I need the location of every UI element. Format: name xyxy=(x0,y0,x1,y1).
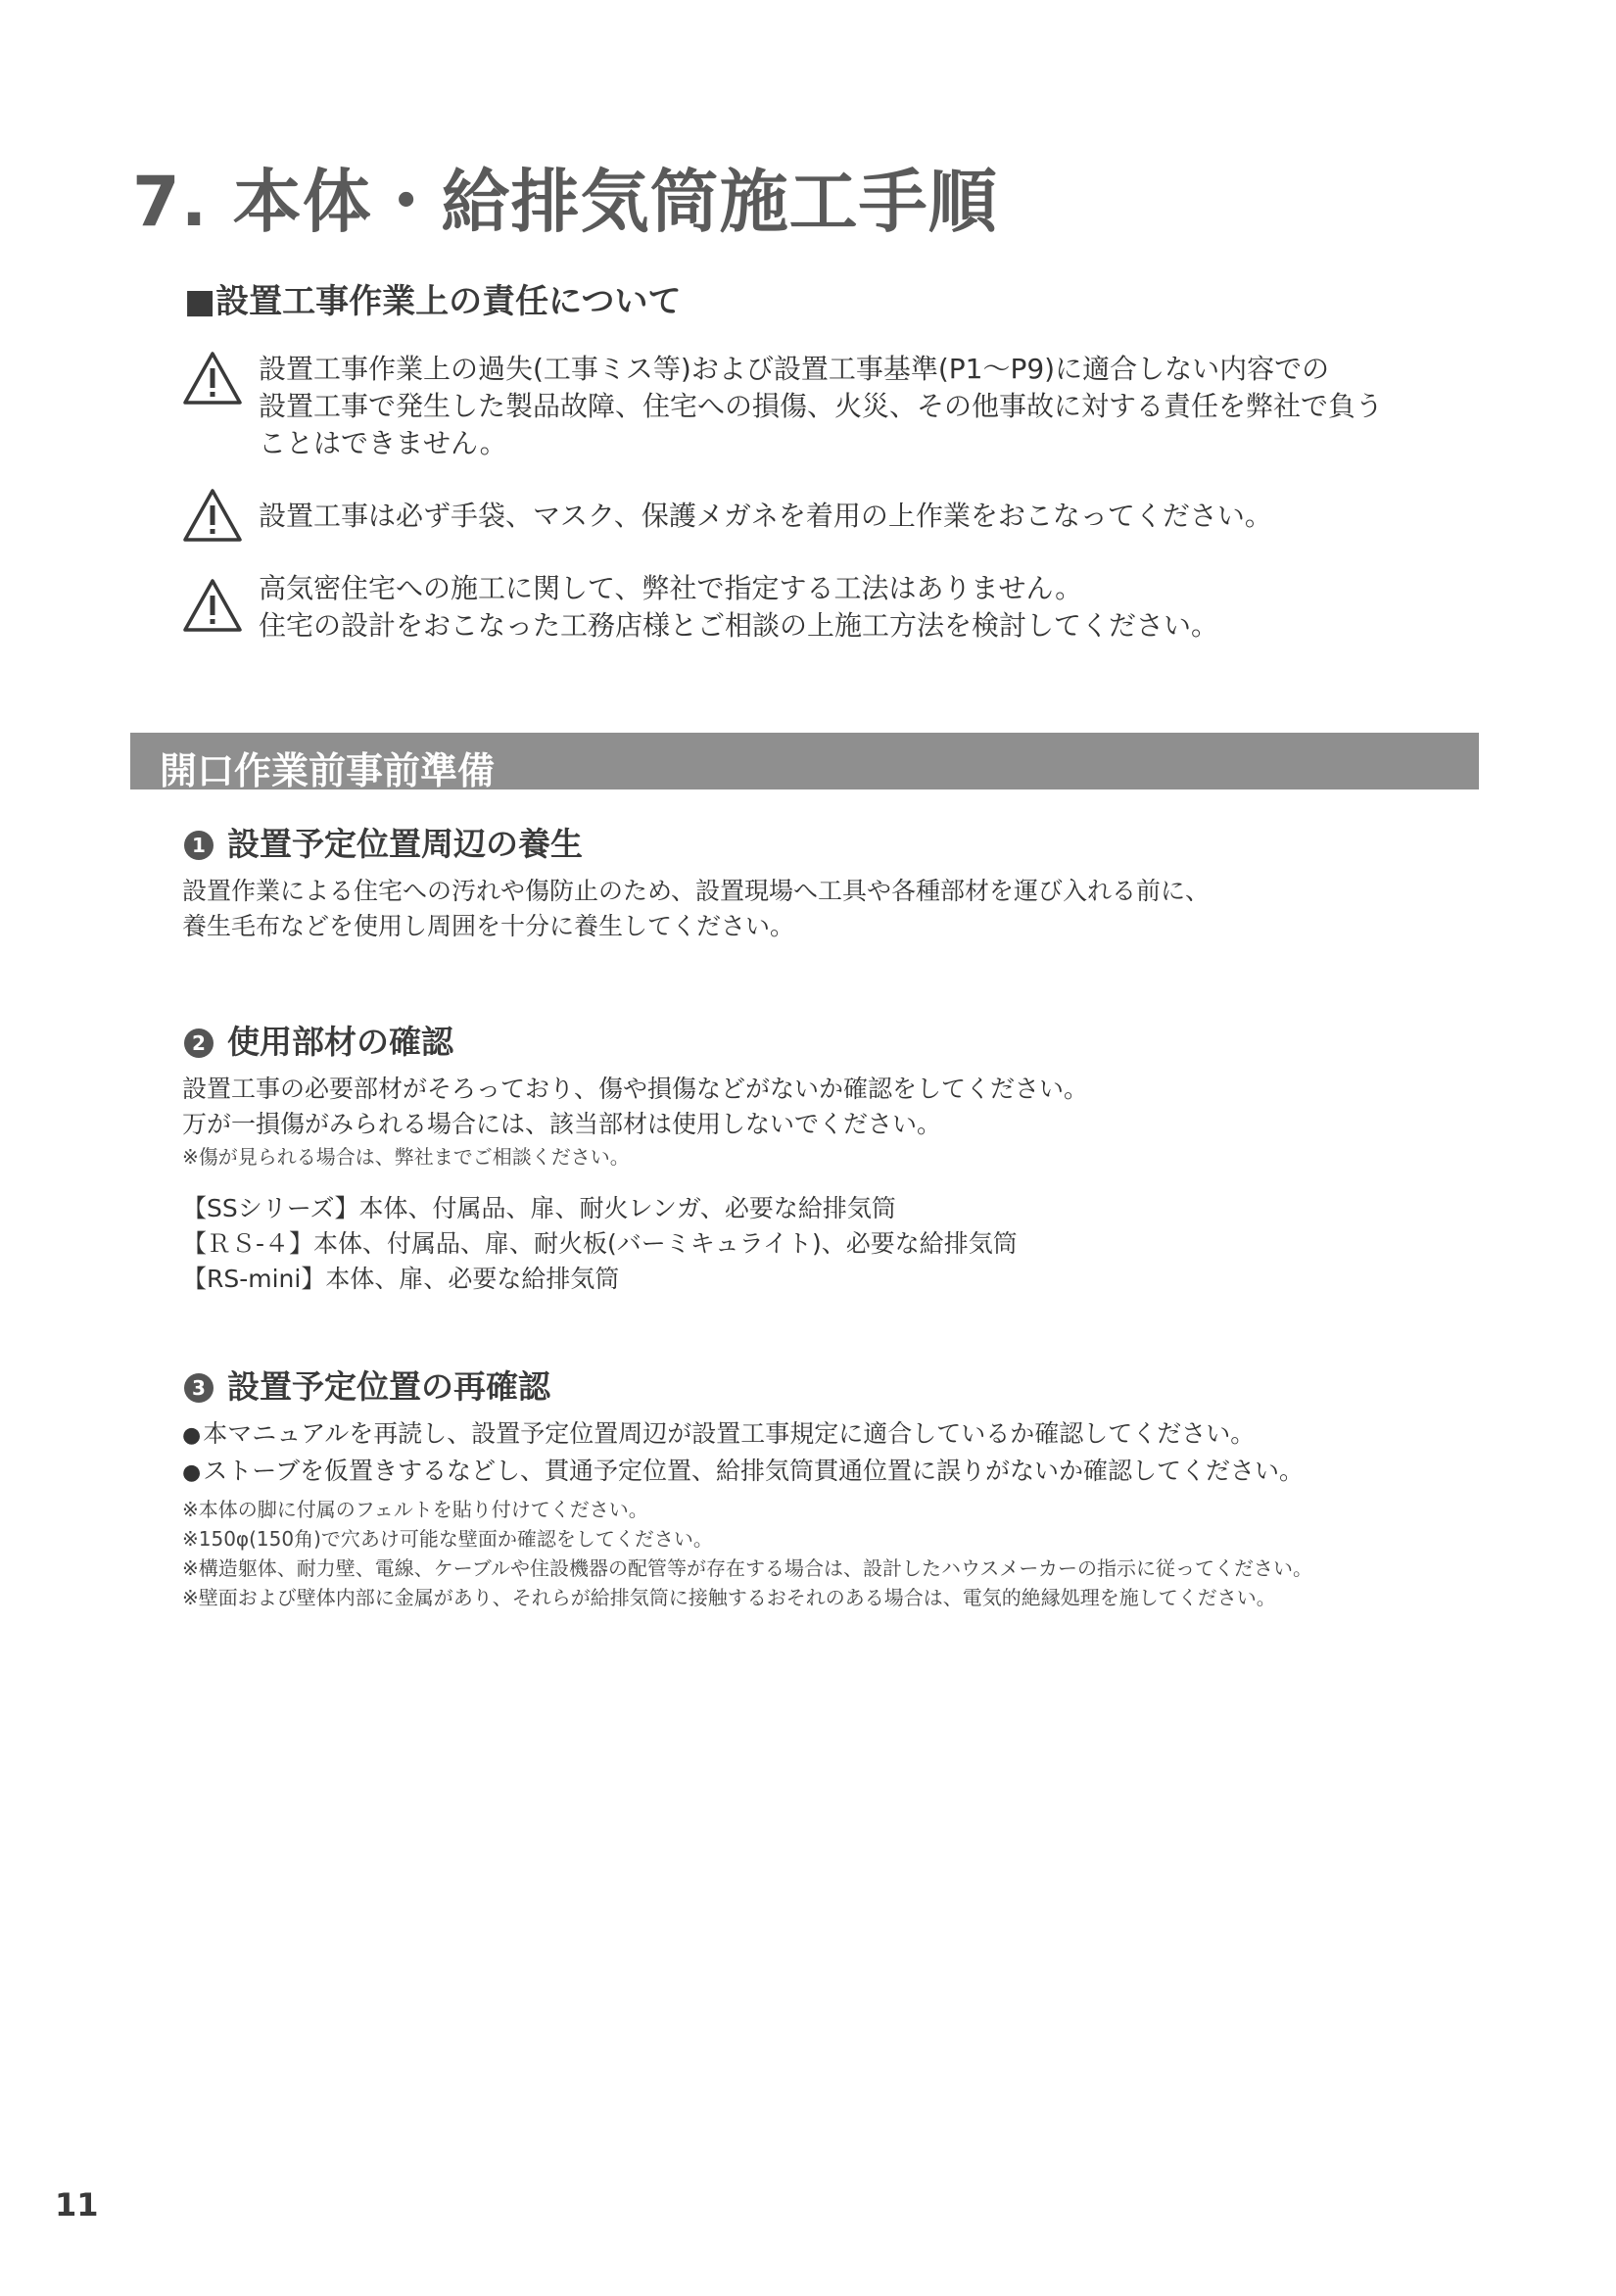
step-3-heading xyxy=(184,1362,550,1408)
parts-rs-mini: 【RS-mini】本体、扉、必要な給排気筒 xyxy=(182,1265,620,1293)
section-bar xyxy=(130,733,1479,792)
step-3-notes xyxy=(182,1495,1475,1612)
warning-triangle-icon xyxy=(182,488,243,543)
step-1-heading xyxy=(184,819,583,865)
step-3-title: 設置予定位置の再確認 xyxy=(227,1367,550,1406)
step-3-note-4: ※壁面および壁体内部に金属があり、それらが給排気筒に接触するおそれのある場合は、電気的絶縁処理を施してください。 xyxy=(182,1586,1276,1609)
step-1-body xyxy=(182,874,1455,944)
warning-1-line-2: 設置工事で発生した製品故障、住宅への損傷、火災、その他事故に対する責任を弊社で負う xyxy=(259,390,1384,422)
step-3-bullet-1: ●本マニュアルを再読し、設置予定位置周辺が設置工事規定に適合しているか確認してください。 xyxy=(182,1419,1256,1448)
responsibility-heading: ■設置工事作業上の責任について xyxy=(184,282,682,321)
page-title: 7. 本体・給排気筒施工手順 xyxy=(132,162,998,242)
bullet-icon: ● xyxy=(182,1460,202,1485)
step-number-badge: 1 xyxy=(184,831,214,860)
warning-1-line-3: ことはできません。 xyxy=(259,427,507,459)
warning-1-line-1: 設置工事作業上の過失(工事ミス等)および設置工事基準(P1〜P9)に適合しない内容での xyxy=(259,353,1330,385)
warning-block-1 xyxy=(182,351,1455,462)
step-2-title: 使用部材の確認 xyxy=(227,1023,453,1061)
step-2-line-2: 万が一損傷がみられる場合には、該当部材は使用しないでください。 xyxy=(182,1110,942,1138)
step-2-line-1: 設置工事の必要部材がそろっており、傷や損傷などがないか確認をしてください。 xyxy=(182,1075,1089,1103)
step-1-title: 設置予定位置周辺の養生 xyxy=(227,825,583,863)
step-3-note-2: ※150φ(150角)で穴あけ可能な壁面か確認をしてください。 xyxy=(182,1527,713,1551)
step-2-body xyxy=(182,1072,1455,1172)
section-title: 開口作業前事前準備 xyxy=(160,749,496,792)
step-3-note-3: ※構造躯体、耐力壁、電線、ケーブルや住設機器の配管等が存在する場合は、設計したハウスメーカーの指示に従ってください。 xyxy=(182,1556,1312,1580)
step-3-note-1: ※本体の脚に付属のフェルトを貼り付けてください。 xyxy=(182,1498,648,1521)
warning-3-line-1: 高気密住宅への施工に関して、弊社で指定する工法はありません。 xyxy=(259,572,1083,604)
bullet-icon: ● xyxy=(182,1423,202,1448)
step-3-bullet-2: ●ストーブを仮置きするなどし、貫通予定位置、給排気筒貫通位置に誤りがないか確認してください。 xyxy=(182,1457,1304,1485)
warning-block-3 xyxy=(182,570,1455,645)
parts-ss-series: 【SSシリーズ】本体、付属品、扉、耐火レンガ、必要な給排気筒 xyxy=(182,1194,896,1222)
warning-block-2 xyxy=(182,498,1455,535)
step-1-line-1: 設置作業による住宅への汚れや傷防止のため、設置現場へ工具や各種部材を運び入れる前に、 xyxy=(182,877,1211,905)
page-number: 11 xyxy=(55,2186,99,2224)
step-3-body xyxy=(182,1416,1455,1491)
step-number-badge: 3 xyxy=(184,1373,214,1403)
warning-triangle-icon xyxy=(182,578,243,633)
warning-2-line-1: 設置工事は必ず手袋、マスク、保護メガネを着用の上作業をおこなってください。 xyxy=(259,500,1272,532)
step-number-badge: 2 xyxy=(184,1028,214,1058)
warning-triangle-icon xyxy=(182,351,243,406)
warning-3-line-2: 住宅の設計をおこなった工務店様とご相談の上施工方法を検討してください。 xyxy=(259,609,1219,642)
step-2-heading xyxy=(184,1017,453,1063)
step-1-line-2: 養生毛布などを使用し周囲を十分に養生してください。 xyxy=(182,912,795,940)
parts-rs-4: 【ＲＳ-４】本体、付属品、扉、耐火板(バーミキュライト)、必要な給排気筒 xyxy=(182,1229,1018,1258)
step-2-note: ※傷が見られる場合は、弊社までご相談ください。 xyxy=(182,1145,630,1169)
parts-list xyxy=(182,1191,1455,1297)
